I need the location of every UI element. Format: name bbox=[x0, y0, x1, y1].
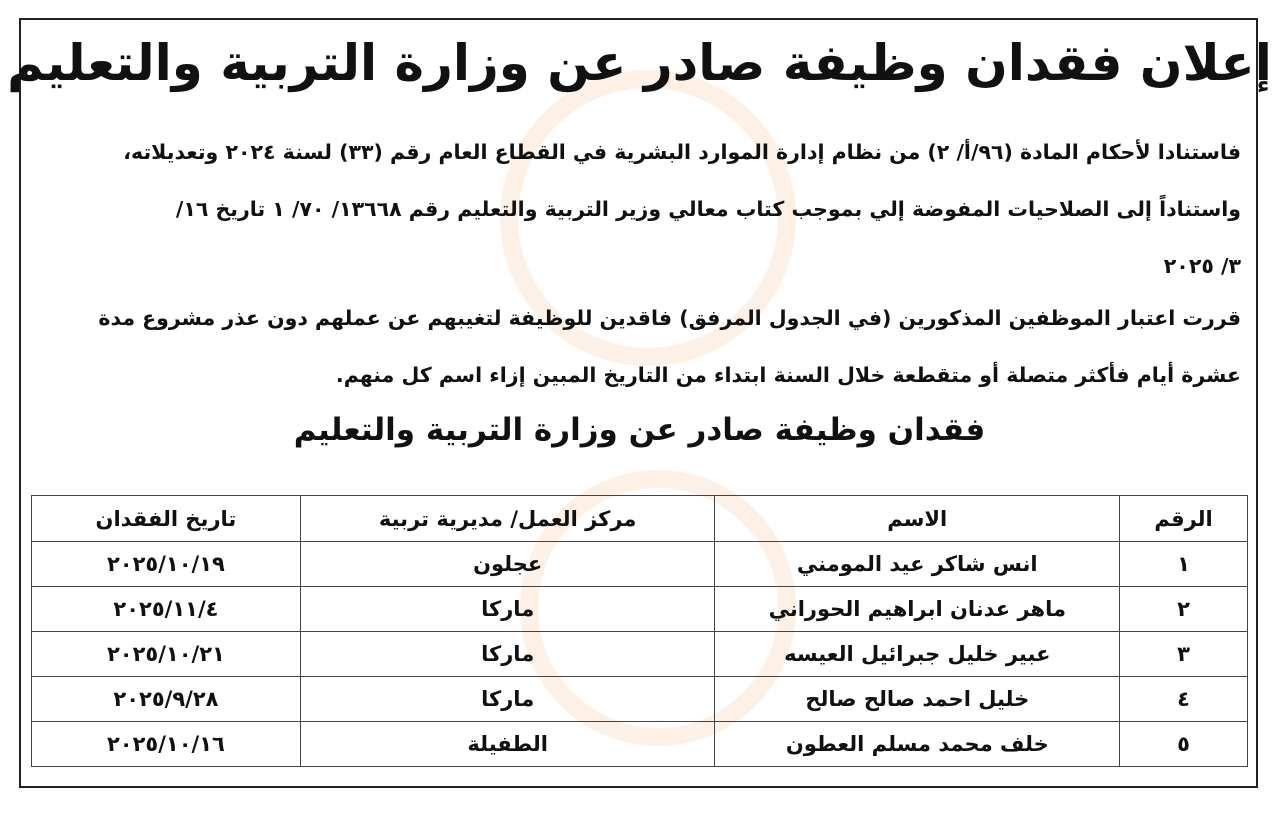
table-header-row bbox=[32, 496, 1248, 542]
cell-name: خليل احمد صالح صالح bbox=[715, 677, 1120, 722]
table-row bbox=[32, 632, 1248, 677]
cell-number: ٥ bbox=[1120, 722, 1248, 767]
paragraph-line: قررت اعتبار الموظفين المذكورين (في الجدول المرفق) فاقدين للوظيفة لتغيبهم عن عملهم دون عذر مشروع مدة bbox=[98, 306, 1241, 330]
cell-number: ٢ bbox=[1120, 587, 1248, 632]
cell-name: خلف محمد مسلم العطون bbox=[715, 722, 1120, 767]
header-date: تاريخ الفقدان bbox=[32, 496, 301, 542]
table-row bbox=[32, 722, 1248, 767]
cell-workplace: الطفيلة bbox=[300, 722, 715, 767]
cell-date: ٢٠٢٥/٩/٢٨ bbox=[32, 677, 301, 722]
table-row bbox=[32, 542, 1248, 587]
cell-number: ٣ bbox=[1120, 632, 1248, 677]
paragraph-line: فاستنادا لأحكام المادة (٩٦/أ/ ٢) من نظام إدارة الموارد البشرية في القطاع العام رقم (٣٣) لسنة ٢٠٢٤ وتعديلاته، bbox=[123, 140, 1241, 164]
header-workplace: مركز العمل/ مديرية تربية bbox=[300, 496, 715, 542]
cell-name: ماهر عدنان ابراهيم الحوراني bbox=[715, 587, 1120, 632]
table-row bbox=[32, 677, 1248, 722]
paragraph-line: عشرة أيام فأكثر متصلة أو متقطعة خلال السنة ابتداء من التاريخ المبين إزاء اسم كل منهم. bbox=[335, 363, 1241, 387]
cell-number: ٤ bbox=[1120, 677, 1248, 722]
cell-date: ٢٠٢٥/١٠/٢١ bbox=[32, 632, 301, 677]
header-name: الاسم bbox=[715, 496, 1120, 542]
paragraph-line: واستناداً إلى الصلاحيات المفوضة إلي بموجب كتاب معالي وزير التربية والتعليم رقم ١٣٦٦٨/ ٧٠/ ١ تاريخ ١٦/ bbox=[175, 197, 1241, 221]
cell-date: ٢٠٢٥/١٠/١٦ bbox=[32, 722, 301, 767]
announcement-title: إعلان فقدان وظيفة صادر عن وزارة التربية والتعليم bbox=[7, 34, 1272, 92]
cell-name: انس شاكر عيد المومني bbox=[715, 542, 1120, 587]
cell-date: ٢٠٢٥/١٠/١٩ bbox=[32, 542, 301, 587]
cell-workplace: ماركا bbox=[300, 632, 715, 677]
cell-date: ٢٠٢٥/١١/٤ bbox=[32, 587, 301, 632]
cell-workplace: ماركا bbox=[300, 587, 715, 632]
header-number: الرقم bbox=[1120, 496, 1248, 542]
paragraph-line: ٣/ ٢٠٢٥ bbox=[1163, 254, 1241, 278]
table-title: فقدان وظيفة صادر عن وزارة التربية والتعليم bbox=[293, 412, 986, 448]
cell-name: عبير خليل جبرائيل العيسه bbox=[715, 632, 1120, 677]
cell-workplace: ماركا bbox=[300, 677, 715, 722]
employees-table bbox=[31, 495, 1248, 767]
cell-number: ١ bbox=[1120, 542, 1248, 587]
cell-workplace: عجلون bbox=[300, 542, 715, 587]
table-row bbox=[32, 587, 1248, 632]
